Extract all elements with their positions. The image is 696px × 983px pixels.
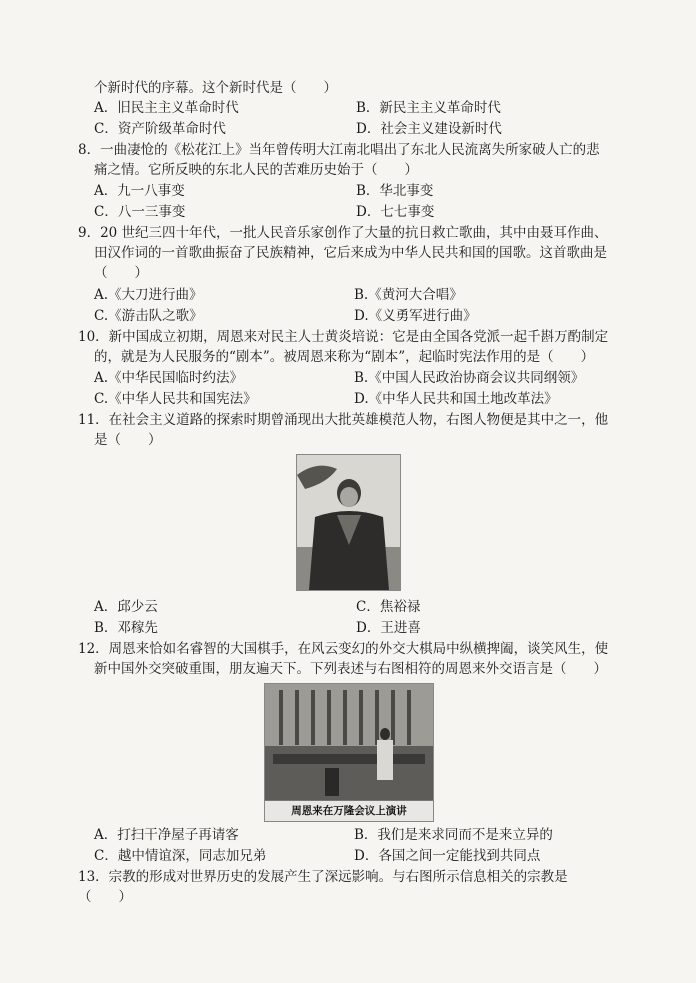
q12-stem-line1: 12．周恩来恰如名睿智的大国棋手，在风云变幻的外交大棋局中纵横捭阖，谈笑风生，使 bbox=[78, 641, 609, 657]
q11-option-b: B．邓稼先 bbox=[94, 620, 158, 636]
q10-option-c: C.《中华人民共和国宪法》 bbox=[94, 391, 257, 407]
photo-caption: 周恩来在万隆会议上演讲 bbox=[265, 800, 433, 821]
q8-option-a: A．九一八事变 bbox=[94, 183, 185, 199]
q12-option-b: B．我们是来求同而不是来立异的 bbox=[354, 827, 553, 843]
q7-option-d: D．社会主义建设新时代 bbox=[356, 121, 502, 137]
q10-option-a: A.《中华民国临时约法》 bbox=[94, 370, 244, 386]
q9-stem-line2: 田汉作词的一首歌曲振奋了民族精神，它后来成为中华人民共和国的国歌。这首歌曲是 bbox=[94, 245, 607, 261]
q11-stem-line1: 11．在社会主义道路的探索时期曾涌现出大批英雄模范人物，右图人物便是其中之一，他 bbox=[78, 412, 609, 428]
q7-option-b: B．新民主主义革命时代 bbox=[356, 100, 501, 116]
q9-option-b: B.《黄河大合唱》 bbox=[354, 287, 463, 303]
q8-stem-line2: 痛之情。它所反映的东北人民的苦难历史始于（ ） bbox=[94, 162, 418, 178]
q7-option-a: A．旧民主主义革命时代 bbox=[94, 100, 239, 116]
q12-option-a: A．打扫干净屋子再请客 bbox=[94, 827, 239, 843]
q9-option-c: C.《游击队之歌》 bbox=[94, 308, 203, 324]
q10-option-b: B.《中国人民政治协商会议共同纲领》 bbox=[354, 370, 585, 386]
q7-option-c: C．资产阶级革命时代 bbox=[94, 121, 226, 137]
q12-option-c: C．越中情谊深，同志加兄弟 bbox=[94, 848, 267, 864]
portrait-illustration bbox=[297, 455, 400, 590]
conference-illustration bbox=[265, 684, 433, 801]
q13-stem-line2: （ ） bbox=[78, 889, 132, 905]
q9-stem-line3: （ ） bbox=[94, 265, 148, 281]
q9-option-a: A.《大刀进行曲》 bbox=[94, 287, 203, 303]
q8-option-c: C．八一三事变 bbox=[94, 204, 186, 220]
q8-option-d: D．七七事变 bbox=[356, 204, 435, 220]
q13-stem-line1: 13．宗教的形成对世界历史的发展产生了深远影响。与右图所示信息相关的宗教是 bbox=[78, 869, 568, 885]
q11-option-a: A．邱少云 bbox=[94, 599, 158, 615]
hero-portrait-photo bbox=[296, 454, 401, 591]
q9-stem-line1: 9．20 世纪三四十年代，一批人民音乐家创作了大量的抗日救亡歌曲，其中由聂耳作曲、 bbox=[78, 225, 608, 241]
q12-stem-line2: 新中国外交突破重围，朋友遍天下。下列表述与右图相符的周恩来外交语言是（ ） bbox=[94, 661, 607, 677]
q8-option-b: B．华北事变 bbox=[356, 183, 434, 199]
bandung-conference-photo bbox=[264, 683, 434, 822]
q7-stem: 个新时代的序幕。这个新时代是（ ） bbox=[94, 80, 337, 96]
q12-option-d: D．各国之间一定能找到共同点 bbox=[354, 848, 541, 864]
q11-option-c: C．焦裕禄 bbox=[356, 599, 421, 615]
q10-stem-line1: 10．新中国成立初期，周恩来对民主人士黄炎培说：它是由全国各党派一起千斟万酌制定 bbox=[78, 329, 609, 345]
q11-option-d: D．王进喜 bbox=[356, 620, 421, 636]
q11-stem-line2: 是（ ） bbox=[94, 432, 162, 448]
q8-stem-line1: 8．一曲凄怆的《松花江上》当年曾传明大江南北唱出了东北人民流离失所家破人亡的悲 bbox=[78, 142, 600, 158]
q10-stem-line2: 的，就是为人民服务的“剧本”。被周恩来称为“剧本”，起临时宪法作用的是（ ） bbox=[94, 349, 595, 365]
q9-option-d: D.《义勇军进行曲》 bbox=[354, 308, 477, 324]
q10-option-d: D.《中华人民共和国土地改革法》 bbox=[354, 391, 558, 407]
